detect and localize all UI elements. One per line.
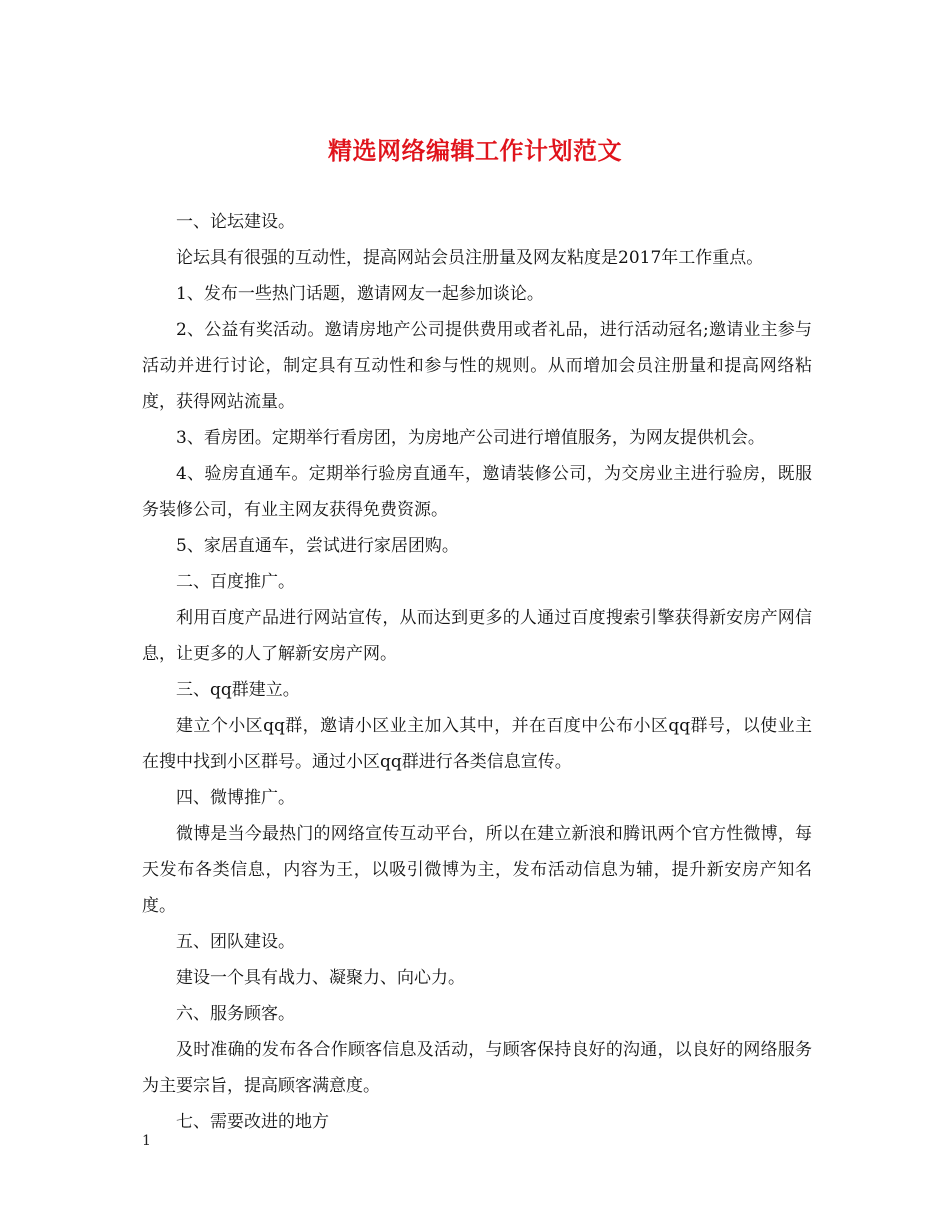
paragraph: 一、论坛建设。 [176, 212, 295, 232]
paragraph: 5、家居直通车，尝试进行家居团购。 [176, 536, 459, 556]
document-body [142, 204, 812, 1140]
paragraph: 论坛具有很强的互动性，提高网站会员注册量及网友粘度是2017年工作重点。 [176, 248, 764, 268]
paragraph: 微博是当今最热门的网络宣传互动平台，所以在建立新浪和腾讯两个官方性微博，每天发布各类信息，内容为王，以吸引微博为主，发布活动信息为辅，提升新安房产知名度。 [142, 824, 812, 916]
page-number: 1 [142, 1133, 151, 1149]
paragraph: 三、qq群建立。 [176, 680, 300, 700]
paragraph: 建立个小区qq群，邀请小区业主加入其中，并在百度中公布小区qq群号，以使业主在搜中找到小区群号。通过小区qq群进行各类信息宣传。 [142, 716, 812, 772]
paragraph: 利用百度产品进行网站宣传，从而达到更多的人通过百度搜索引擎获得新安房产网信息，让更多的人了解新安房产网。 [142, 608, 812, 664]
paragraph: 四、微博推广。 [176, 788, 295, 808]
paragraph: 五、团队建设。 [176, 932, 295, 952]
paragraph: 六、服务顾客。 [176, 1004, 295, 1024]
paragraph: 1、发布一些热门话题，邀请网友一起参加谈论。 [176, 284, 544, 304]
paragraph: 及时准确的发布各合作顾客信息及活动，与顾客保持良好的沟通，以良好的网络服务为主要宗旨，提高顾客满意度。 [142, 1040, 812, 1096]
paragraph: 建设一个具有战力、凝聚力、向心力。 [176, 968, 465, 988]
paragraph: 2、公益有奖活动。邀请房地产公司提供费用或者礼品，进行活动冠名;邀请业主参与活动并进行讨论，制定具有互动性和参与性的规则。从而增加会员注册量和提高网络粘度，获得网站流量。 [142, 320, 812, 412]
paragraph: 七、需要改进的地方 [176, 1112, 329, 1132]
paragraph: 二、百度推广。 [176, 572, 295, 592]
paragraph: 3、看房团。定期举行看房团，为房地产公司进行增值服务，为网友提供机会。 [176, 428, 765, 448]
paragraph: 4、验房直通车。定期举行验房直通车，邀请装修公司，为交房业主进行验房，既服务装修公司，有业主网友获得免费资源。 [142, 464, 812, 520]
document-title: 精选网络编辑工作计划范文 [328, 136, 622, 165]
